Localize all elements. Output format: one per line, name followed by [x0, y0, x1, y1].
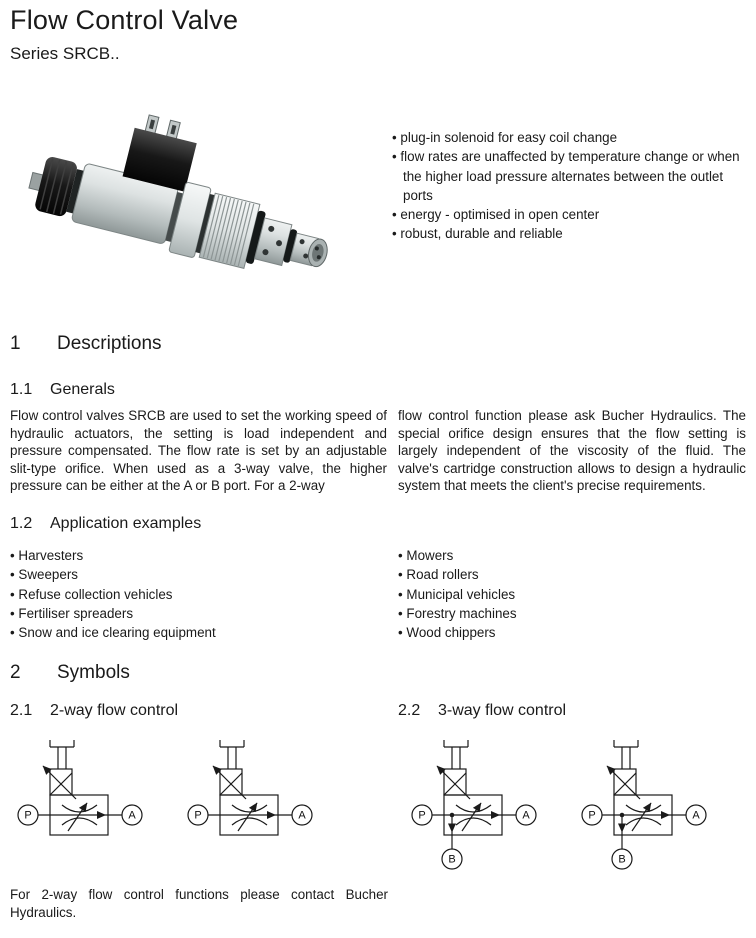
application-item: • Sweepers	[10, 565, 380, 584]
application-item: • Fertiliser spreaders	[10, 604, 380, 623]
product-photo-cartridge-valve	[24, 104, 346, 318]
section-applications-heading	[10, 515, 201, 533]
section-title: 2-way flow control	[50, 702, 179, 719]
application-item: • Refuse collection vehicles	[10, 585, 380, 604]
application-item: • Municipal vehicles	[398, 585, 738, 604]
application-item: • Road rollers	[398, 565, 738, 584]
port-label-p: P	[194, 809, 202, 822]
section-title: 3-way flow control	[438, 702, 567, 719]
section-title: Symbols	[57, 662, 130, 683]
port-label-a: A	[128, 809, 136, 822]
section-descriptions-heading	[10, 333, 162, 355]
feature-item: • robust, durable and reliable	[392, 224, 756, 243]
feature-item: • plug-in solenoid for easy coil change	[392, 128, 756, 147]
section-number: 1	[10, 333, 21, 354]
section-title: Application examples	[50, 515, 202, 532]
port-label-b: B	[618, 853, 626, 866]
section-three-way-heading	[398, 702, 566, 720]
section-symbols-heading	[10, 662, 130, 684]
section-number: 2.1	[10, 702, 33, 719]
three-way-flow-control-symbol	[410, 737, 538, 871]
port-label-b: B	[448, 853, 456, 866]
section-number: 2	[10, 662, 21, 683]
feature-item: • energy - optimised in open center	[392, 205, 756, 224]
feature-list	[392, 128, 756, 244]
port-label-p: P	[418, 809, 426, 822]
two-way-flow-control-symbol	[186, 737, 314, 845]
section-number: 1.1	[10, 381, 33, 398]
port-label-a: A	[692, 809, 700, 822]
generals-paragraph-col1: Flow control valves SRCB are used to set the working speed of hydraulic actuators, the setting is load independent and pressure compensated. The flow rate is set by an adjustable slit-type orifice. When used as a 3-way valve, the higher pressure can be either at the A or B port. For a 2-way	[10, 408, 387, 494]
port-label-a: A	[522, 809, 530, 822]
application-list-col2	[398, 546, 738, 642]
page-subtitle: Series SRCB..	[10, 44, 120, 63]
application-item: • Harvesters	[10, 546, 380, 565]
application-item: • Wood chippers	[398, 623, 738, 642]
two-way-flow-control-symbol	[16, 737, 144, 845]
section-two-way-heading	[10, 702, 178, 720]
generals-paragraph-col2: flow control function please ask Bucher Hydraulics. The special orifice design ensures that the flow setting is largely independent of the viscosity of the fluid. The valve's cartridge construction allows to design a hydraulic system that meets the client's precise requirements.	[398, 408, 746, 494]
port-label-p: P	[24, 809, 32, 822]
two-way-contact-note: For 2-way flow control functions please contact Bucher Hydraulics.	[10, 887, 388, 920]
application-item: • Mowers	[398, 546, 738, 565]
section-number: 2.2	[398, 702, 421, 719]
section-title: Generals	[50, 381, 115, 398]
application-item: • Snow and ice clearing equipment	[10, 623, 380, 642]
port-label-a: A	[298, 809, 306, 822]
section-generals-heading	[10, 381, 115, 399]
application-list-col1	[10, 546, 380, 642]
page-title: Flow Control Valve	[10, 5, 239, 35]
application-item: • Forestry machines	[398, 604, 738, 623]
port-label-p: P	[588, 809, 596, 822]
section-number: 1.2	[10, 515, 33, 532]
feature-item: • flow rates are unaffected by temperature change or when the higher load pressure alternates between the outlet ports	[392, 147, 756, 205]
section-title: Descriptions	[57, 333, 162, 354]
three-way-flow-control-symbol	[580, 737, 708, 871]
